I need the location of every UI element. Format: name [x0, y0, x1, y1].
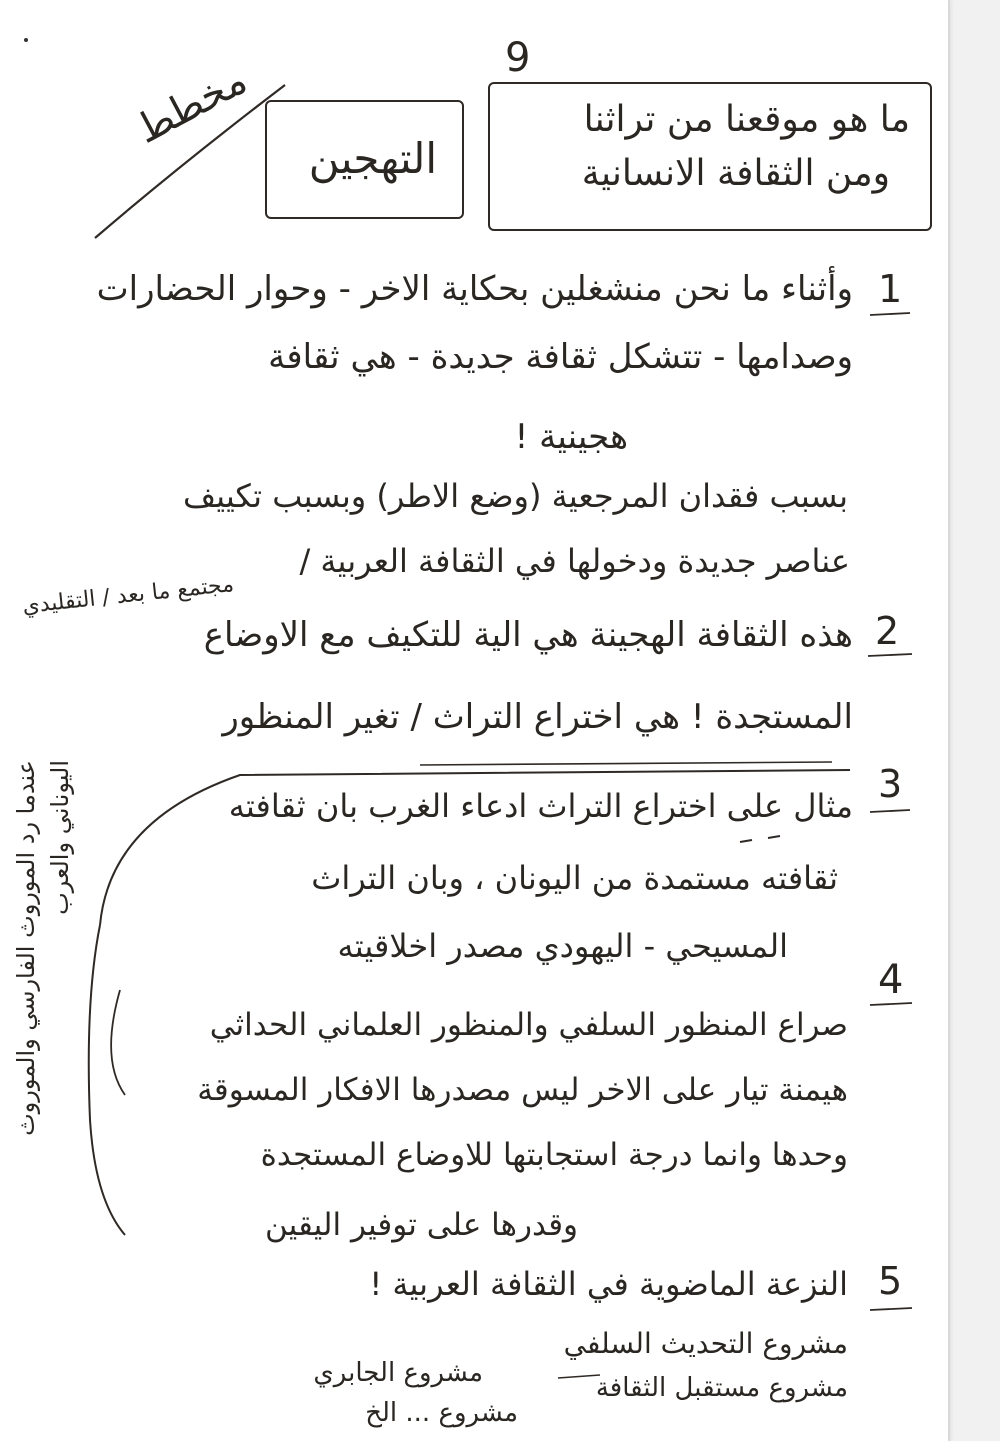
vertical-side-note: عندما رد الموروث الفارسي والموروث اليوناني والعرب	[12, 760, 74, 1136]
item-2-line-1: هذه الثقافة الهجينة هي الية للتكيف مع الاوضاع	[203, 615, 853, 655]
item-3-number: 3	[878, 762, 903, 806]
underline-num-4	[870, 1003, 912, 1005]
item-1-number: 1	[878, 267, 903, 311]
title-line-2: ومن الثقافة الانسانية	[581, 153, 890, 194]
item-1-line-2: وصدامها - تتشكل ثقافة جديدة - هي ثقافة	[268, 337, 853, 377]
corner-label: مخطط	[128, 56, 255, 153]
item-1-line-4: بسبب فقدان المرجعية (وضع الاطر) وبسبب تكييف	[183, 477, 848, 515]
underline-invention	[420, 762, 832, 765]
item-4-line-2: هيمنة تيار على الاخر ليس مصدرها الافكار المسوقة	[197, 1072, 848, 1108]
topic-label: التهجين	[308, 134, 437, 183]
item-5-project-1: مشروع التحديث السلفي	[563, 1327, 848, 1360]
underline-num-5	[870, 1308, 912, 1310]
item-3-line-1: مثال على اختراع التراث ادعاء الغرب بان ثقافته	[228, 787, 853, 825]
item-5-number: 5	[878, 1259, 903, 1303]
item-3-line-3: المسيحي - اليهودي مصدر اخلاقيته	[337, 927, 788, 965]
item-2-line-2: المستجدة ! هي اختراع التراث / تغير المنظور	[222, 697, 853, 737]
corner-diagonal-line	[95, 85, 285, 238]
item-5-project-4: مشروع ... الخ	[365, 1398, 518, 1428]
side-bracket-inner	[111, 990, 125, 1095]
crossed-out-word	[740, 836, 780, 842]
item-4-line-1: صراع المنظور السلفي والمنظور العلماني الحداثي	[209, 1007, 848, 1043]
item-3-line-2: ثقافته مستمدة من اليونان ، وبان التراث	[311, 859, 838, 897]
item-2-number: 2	[875, 609, 900, 653]
item-1-line-5: عناصر جديدة ودخولها في الثقافة العربية /	[299, 542, 850, 580]
item-5-project-2: مشروع مستقبل الثقافة	[595, 1373, 848, 1403]
item-1-line-3: هجينية !	[514, 417, 628, 457]
side-bracket-curve	[89, 925, 125, 1235]
underline-num-3	[870, 810, 910, 812]
item-5-line-1: النزعة الماضوية في الثقافة العربية !	[369, 1265, 848, 1303]
title-box	[488, 82, 932, 231]
topic-box	[265, 100, 464, 219]
underline-num-1	[870, 313, 910, 315]
scribble-mark	[558, 1375, 600, 1378]
page-number: 9	[505, 35, 531, 81]
item-1-line-1: وأثناء ما نحن منشغلين بحكاية الاخر - وحوار الحضارات	[96, 269, 853, 309]
title-line-1: ما هو موقعنا من تراثنا	[583, 99, 910, 140]
item-4-number: 4	[878, 957, 904, 1003]
item-4-line-4: وقدرها على توفير اليقين	[265, 1207, 578, 1243]
item-5-project-3: مشروع الجابري	[313, 1358, 483, 1388]
item-1-margin-note: مجتمع ما بعد / التقليدي	[21, 571, 236, 620]
underline-num-2	[868, 654, 912, 656]
item-4-line-3: وحدها وانما درجة استجابتها للاوضاع المستجدة	[260, 1137, 848, 1173]
